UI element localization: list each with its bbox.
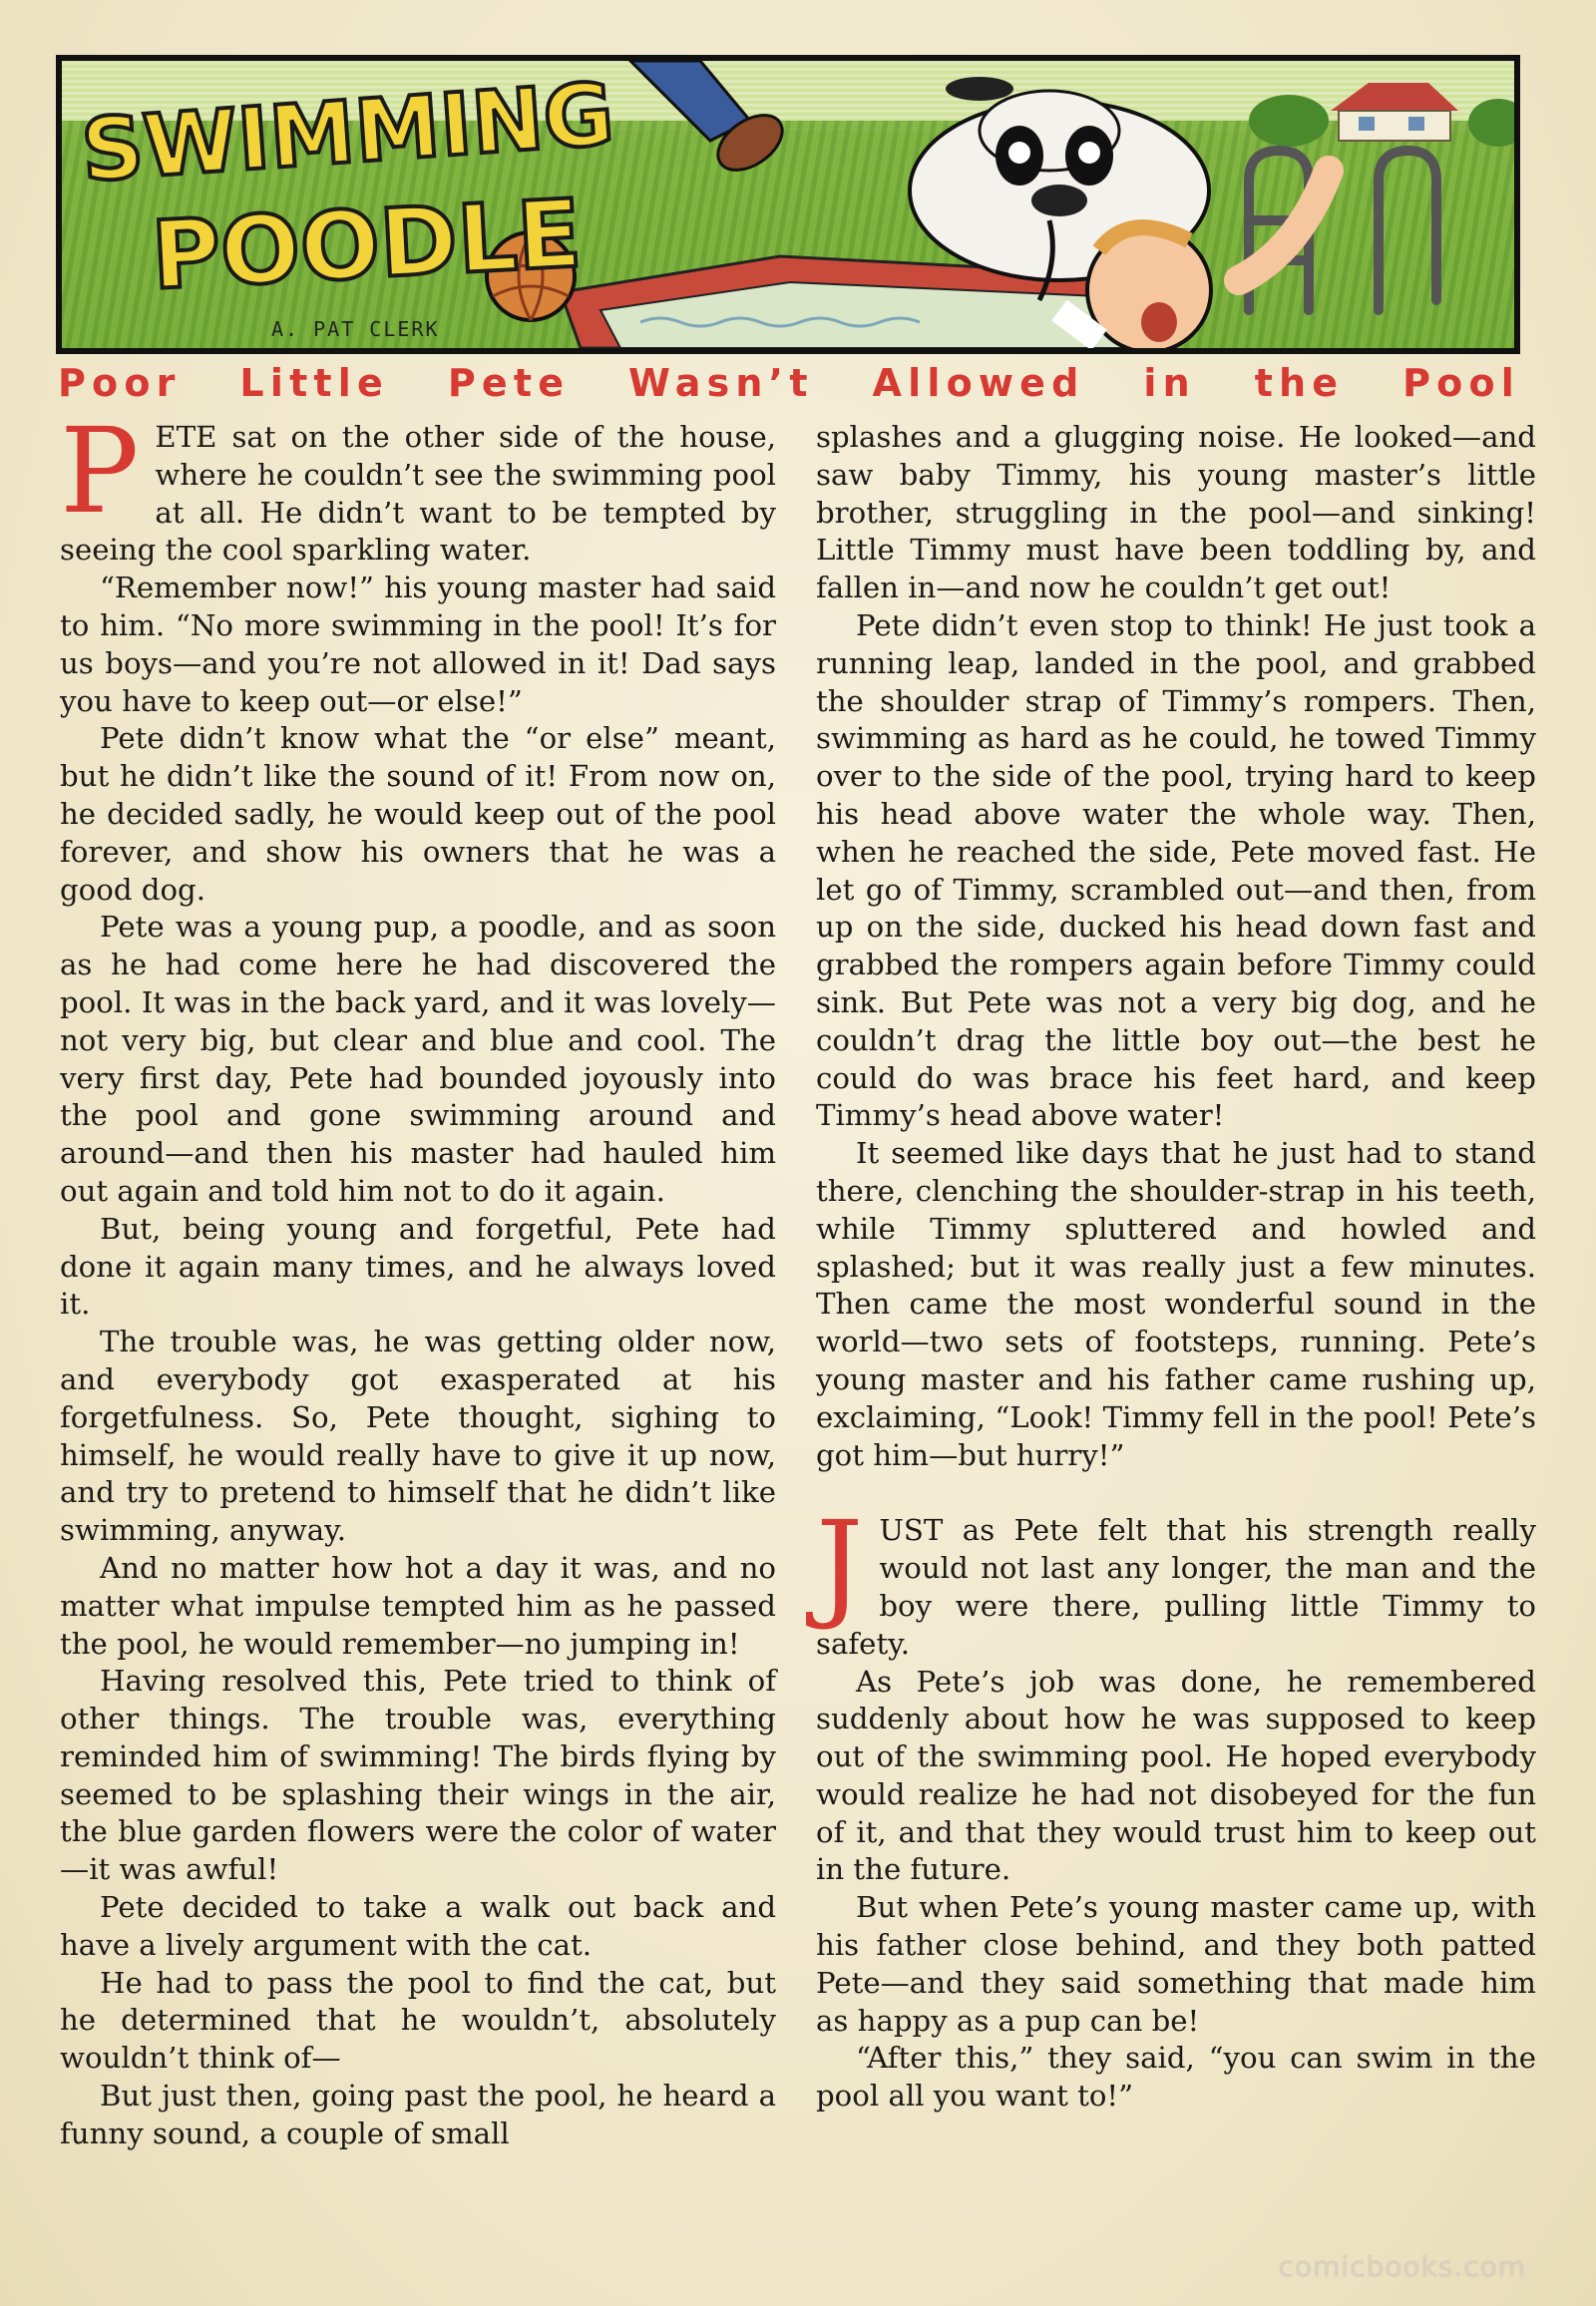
paragraph: As Pete’s job was done, he remembered suddenly about how he was supposed to keep out of the swimming pool. He hoped everybody would realize he had not disobeyed for the fun of it, and that they would trust him to keep out in the future. <box>816 1664 1536 1887</box>
paragraph: “Remember now!” his young master had said to him. “No more swimming in the pool! It’s for us boys—and you’re not allowed in it! Dad says you have to keep out—or else!” <box>60 571 776 718</box>
artist-signature: A. PAT CLERK <box>271 317 440 341</box>
tree-illustration <box>1468 99 1514 147</box>
left-text-column <box>60 402 776 2153</box>
continued-paragraph: splashes and a glugging noise. He looked—and saw baby Timmy, his young master’s little brother, struggling in the pool—and sinking! Little Timmy must have been toddling by, and fallen in—and now he couldn’t get out! <box>816 420 1536 605</box>
title-illustration-panel <box>56 55 1520 354</box>
paragraph: Pete didn’t even stop to think! He just took a running leap, landed in the pool, and grabbed the shoulder strap of Timmy’s rompers. Then, swimming as hard as he could, he towed Timmy over to the side of the pool, trying hard to keep his head above water the whole way. Then, when he reached the side, Pete moved fast. He let go of Timmy, scrambled out—and then, from up on the side, ducked his head down fast and grabbed the rompers again before Timmy could sink. But Pete was not a very big dog, and he couldn’t drag the little boy out—the best he could do was brace his feet hard, and keep Timmy’s head above water! <box>816 607 1536 1133</box>
opening-paragraph <box>60 402 776 570</box>
drop-cap: J <box>816 1495 864 1634</box>
paragraph: Pete decided to take a walk out back and have a lively argument with the cat. <box>60 1890 776 1962</box>
title-lettering <box>78 65 616 311</box>
opening-paragraph-text: ETE sat on the other side of the house, where he couldn’t see the swimming pool at all. He didn’t want to be tempted by seeing the cool sparkling water. <box>60 420 776 568</box>
title-line-2: POODLE <box>149 180 585 311</box>
watermark-credit: comicbooks.com <box>1278 2250 1526 2283</box>
paragraph: The trouble was, he was getting older now, and everybody got exasperated at his forgetfulness. So, Pete thought, sighing to himself, he would really have to give it up now, and try to pretend to himself that he didn’t like swimming, anyway. <box>60 1325 776 1548</box>
paragraph: And no matter how hot a day it was, and no matter what impulse tempted him as he passed the pool, he would remember—no jumping in! <box>60 1550 776 1661</box>
second-section-opening <box>816 1495 1536 1663</box>
drop-cap: P <box>60 402 140 540</box>
illustration-art <box>62 61 1514 348</box>
paragraph: But just then, going past the pool, he heard a funny sound, a couple of small <box>60 2079 776 2150</box>
paragraph: Pete was a young pup, a poodle, and as soon as he had come here he had discovered the pool. It was in the back yard, and it was lovely—not very big, but clear and blue and cool. The very first day, Pete had bounded joyously into the pool and gone swimming around and around—and then his master had hauled him out again and told him not to do it again. <box>60 910 776 1208</box>
right-text-column <box>816 419 1536 2115</box>
paragraph: It seemed like days that he just had to stand there, clenching the shoulder-strap in his teeth, while Timmy spluttered and howled and splashed; but it was really just a few minutes. Then came the most wonderful sound in the world—two sets of footsteps, running. Pete’s young master and his father came rushing up, exclaiming, “Look! Timmy fell in the pool! Pete’s got him—but hurry!” <box>816 1136 1536 1472</box>
paragraph: But, being young and forgetful, Pete had done it again many times, and he always loved it. <box>60 1211 776 1322</box>
story-headline: Poor Little Pete Wasn’t Allowed in the Pool <box>58 361 1520 405</box>
paragraph: He had to pass the pool to find the cat, but he determined that he wouldn’t, absolutely wouldn’t think of— <box>60 1965 776 2076</box>
second-section-opening-text: UST as Pete felt that his strength really would not last any longer, the man and the boy were there, pulling little Timmy to safety. <box>816 1513 1536 1661</box>
paragraph: “After this,” they said, “you can swim in the pool all you want to!” <box>816 2041 1536 2114</box>
paragraph: But when Pete’s young master came up, with his father close behind, and they both patted Pete—and they said something that made him as happy as a pup can be! <box>816 1890 1536 2038</box>
paragraph: Pete didn’t know what the “or else” meant, but he didn’t like the sound of it! From now on, he decided sadly, he would keep out of the pool forever, and show his owners that he was a good dog. <box>60 721 776 907</box>
tree-illustration <box>1249 95 1329 147</box>
title-line-1: SWIMMING <box>78 64 617 201</box>
kicking-leg-illustration <box>630 61 792 182</box>
house-illustration <box>1331 83 1458 141</box>
paragraph: Having resolved this, Pete tried to think of other things. The trouble was, everything reminded him of swimming! The birds flying by seemed to be splashing their wings in the air, the blue garden flowers were the color of water—it was awful! <box>60 1664 776 1887</box>
section-break <box>816 1474 1536 1512</box>
